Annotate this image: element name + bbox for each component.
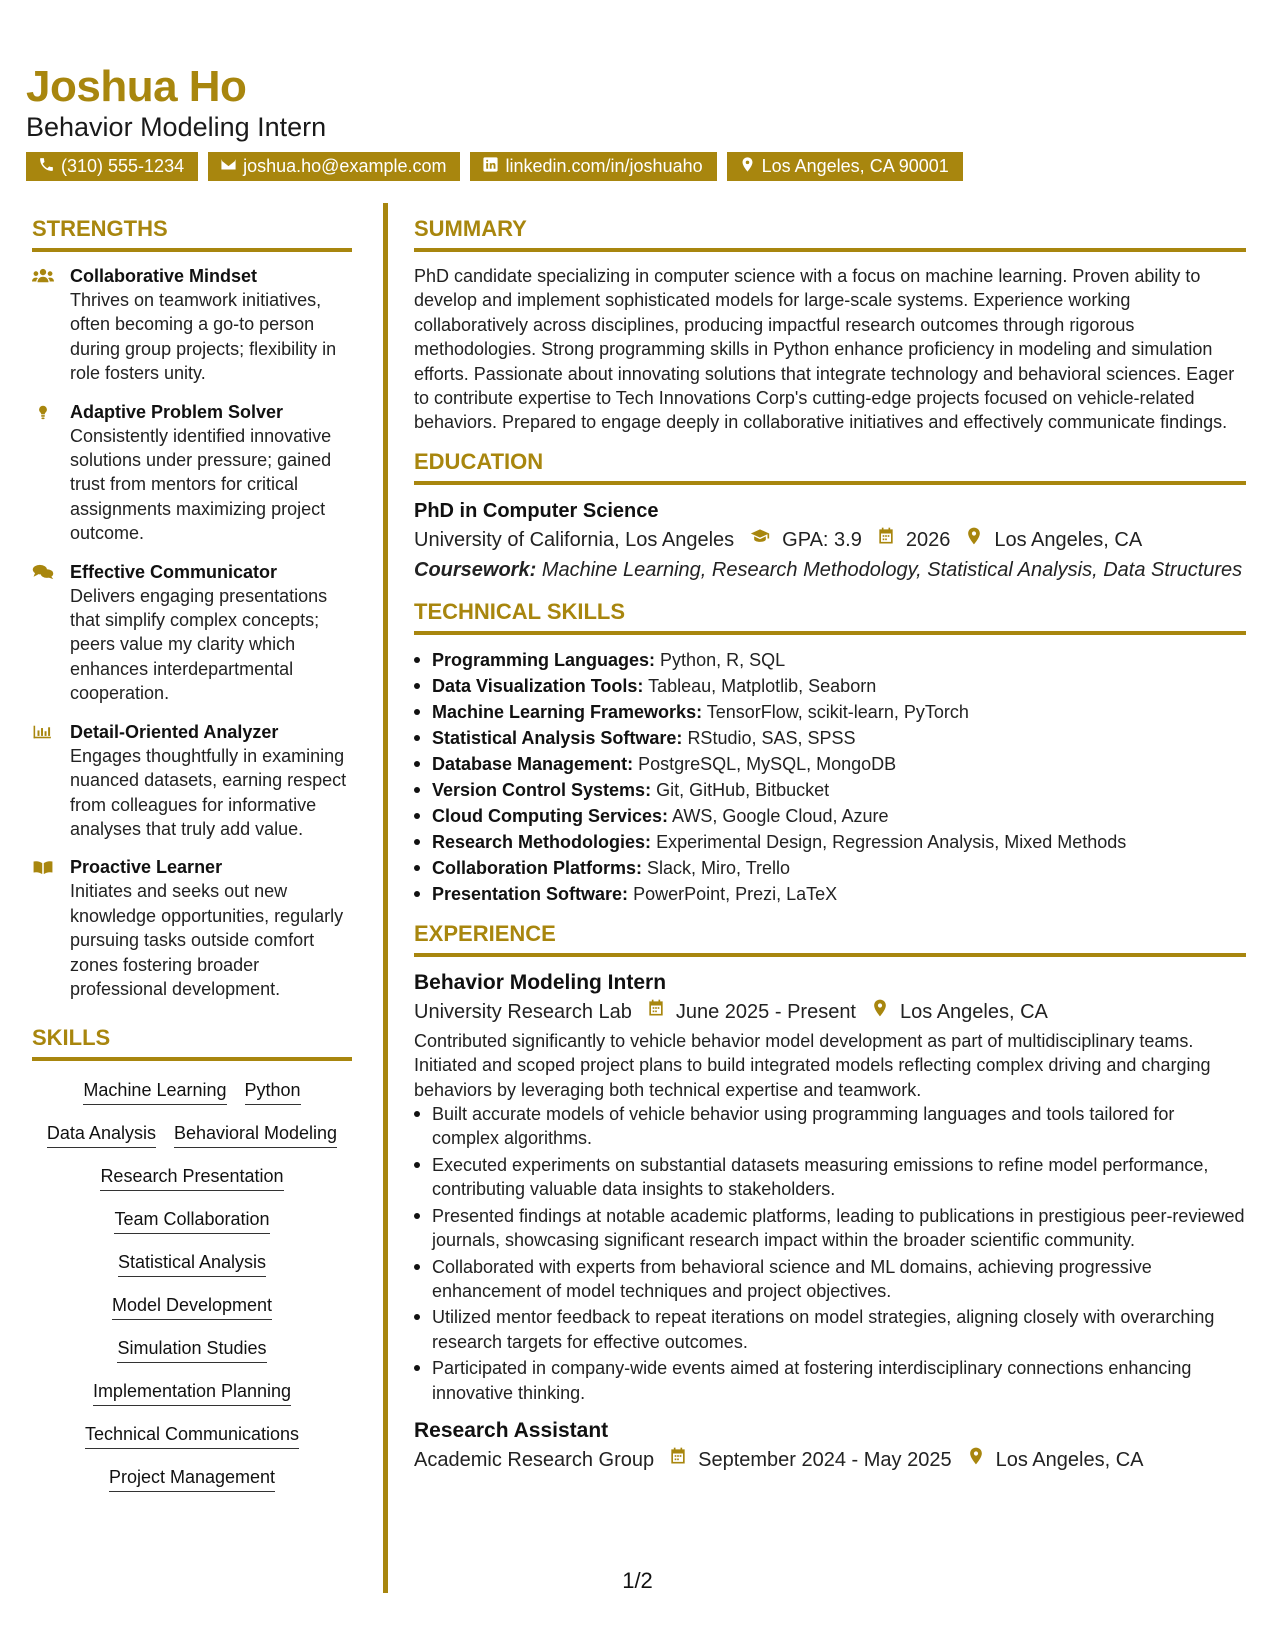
strength-item [32,560,352,706]
skill-tag: Team Collaboration [114,1208,269,1234]
skill-tag: Project Management [109,1466,275,1492]
map-pin-icon [856,997,900,1027]
book-icon [32,855,70,1001]
experience-heading: EXPERIENCE [414,921,1246,957]
strength-desc: Delivers engaging presentations that simplify complex concepts; peers value my clarity which enhances interdepartmental cooperation. [70,585,328,704]
list-item: Participated in company-wide events aimed at fostering interdisciplinary connections enhancing innovative thinking. [414,1356,1246,1405]
job-dates: June 2025 - Present [675,1000,856,1023]
job-summary: Contributed significantly to vehicle behavior model development as part of multidisciplinary teams. Initiated and scoped project plans to build integrated models reflecting complex driving and charging behaviors by leveraging both technical expertise and teamwork. [414,1030,1211,1100]
tech-skill-label: Collaboration Platforms: [432,857,643,878]
candidate-title: Behavior Modeling Intern [26,112,327,142]
skill-tag: Machine Learning [83,1079,226,1105]
envelope-icon [220,156,237,178]
chat-icon [32,560,70,706]
list-item: Utilized mentor feedback to repeat iterations on model strategies, aligning closely with overarching research targets for effective outcomes. [414,1305,1246,1354]
job-location: Los Angeles, CA [995,1448,1144,1471]
tech-skill-label: Version Control Systems: [432,779,652,800]
email-chip[interactable] [208,152,460,181]
tech-skill-value: TensorFlow, scikit-learn, PyTorch [706,701,969,722]
job-location: Los Angeles, CA [900,1000,1048,1023]
tech-skill-label: Presentation Software: [432,883,629,904]
strength-title: Adaptive Problem Solver [70,401,284,422]
skills-list [32,1077,352,1492]
phone-icon [38,156,55,178]
education-location: Los Angeles, CA [994,528,1143,551]
strength-title: Collaborative Mindset [70,266,258,286]
bar-chart-icon [32,720,70,842]
tech-skill-label: Programming Languages: [432,649,656,670]
right-column [414,216,1246,1475]
tech-skill-value: PostgreSQL, MySQL, MongoDB [638,753,897,774]
tech-skill-value: Tableau, Matplotlib, Seaborn [648,675,877,696]
skill-tag: Technical Communications [85,1423,299,1449]
skill-tag: Implementation Planning [93,1380,291,1406]
list-item [414,699,1246,725]
list-item: Collaborated with experts from behavioral science and ML domains, achieving progressive enhancement of model techniques and project objectives. [414,1255,1246,1304]
job-org: University Research Lab [414,1000,632,1023]
list-item [414,647,1246,673]
list-item: Built accurate models of vehicle behavior using programming languages and tools tailored for complex algorithms. [414,1102,1246,1151]
tech-skill-value: RStudio, SAS, SPSS [687,727,856,748]
job-title: Research Assistant [414,1418,609,1442]
graduation-year: 2026 [905,528,951,551]
education-heading: EDUCATION [414,449,1246,485]
skills-heading: SKILLS [32,1025,352,1061]
summary-heading: SUMMARY [414,216,1246,252]
gpa-text: GPA: 3.9 [782,528,862,551]
list-item: Executed experiments on substantial datasets measuring emissions to refine model performance, contributing valuable data insights to stakeholders. [414,1153,1246,1202]
list-item [414,751,1246,777]
skill-tag: Statistical Analysis [118,1251,266,1277]
phone-text: (310) 555-1234 [61,156,185,176]
map-pin-icon [950,525,994,555]
lightbulb-icon [32,400,70,546]
tech-skill-value: Python, R, SQL [660,649,786,670]
linkedin-icon [482,156,499,178]
skill-tag: Simulation Studies [117,1337,266,1363]
coursework-label: Coursework: [414,558,537,581]
strengths-heading: STRENGTHS [32,216,352,252]
map-pin-icon [952,1445,996,1475]
list-item [414,803,1246,829]
strength-title: Proactive Learner [70,857,223,878]
skill-tag: Research Presentation [100,1165,283,1191]
list-item [414,855,1246,881]
calendar-icon [632,997,676,1027]
tech-skill-value: PowerPoint, Prezi, LaTeX [633,883,838,904]
graduation-cap-icon [734,525,782,555]
email-text: joshua.ho@example.com [243,156,447,176]
page-number: 1/2 [622,1568,653,1593]
strength-title: Effective Communicator [70,561,278,582]
tech-skill-value: Git, GitHub, Bitbucket [656,779,830,800]
tech-skill-value: Experimental Design, Regression Analysis, Mixed Methods [656,831,1127,852]
list-item [414,777,1246,803]
strength-desc: Consistently identified innovative solutions under pressure; gained trust from mentors for critical assignments maximizing project outcome. [70,425,332,544]
tech-skill-label: Data Visualization Tools: [432,675,644,696]
tech-skill-value: AWS, Google Cloud, Azure [672,805,889,826]
job-meta [414,1445,1246,1475]
tech-skill-label: Research Methodologies: [432,831,652,852]
left-column [32,216,352,1492]
contact-bar [26,152,963,181]
column-divider [383,203,388,1593]
job-title: Behavior Modeling Intern [414,970,667,994]
strength-desc: Thrives on teamwork initiatives, often becoming a go-to person during group projects; flexibility in role fosters unity. [70,290,337,384]
tech-skill-label: Database Management: [432,753,634,774]
technical-skills-heading: TECHNICAL SKILLS [414,599,1246,635]
skill-tag: Data Analysis [47,1122,156,1148]
strength-item [32,400,352,546]
tech-skill-label: Machine Learning Frameworks: [432,701,703,722]
strength-desc: Engages thoughtfully in examining nuanced datasets, earning respect from colleagues for informative analyses that truly add value. [70,745,347,839]
coursework [414,555,1246,585]
list-item [414,881,1246,907]
map-pin-icon [739,156,756,178]
skill-tag: Behavioral Modeling [174,1122,337,1148]
users-icon [32,264,70,386]
tech-skill-value: Slack, Miro, Trello [647,857,791,878]
location-text: Los Angeles, CA 90001 [761,156,949,176]
strength-desc: Initiates and seeks out new knowledge opportunities, regularly pursuing tasks outside comfort zones fostering broader professional development. [70,881,344,999]
strength-item [32,720,352,842]
strength-item [32,264,352,386]
linkedin-chip[interactable] [470,152,716,181]
strength-title: Detail-Oriented Analyzer [70,721,279,742]
list-item [414,673,1246,699]
list-item [414,725,1246,751]
coursework-list: Machine Learning, Research Methodology, Statistical Analysis, Data Structures [541,558,1243,581]
tech-skill-label: Cloud Computing Services: [432,805,669,826]
linkedin-text: linkedin.com/in/joshuaho [505,156,703,176]
list-item [414,829,1246,855]
strength-item [32,855,352,1001]
calendar-icon [654,1445,698,1475]
job-meta [414,997,1246,1027]
job-bullets [414,1102,1246,1405]
tech-skill-label: Statistical Analysis Software: [432,727,683,748]
job-dates: September 2024 - May 2025 [698,1448,952,1471]
school-name: University of California, Los Angeles [414,528,735,551]
candidate-name: Joshua Ho [26,62,247,111]
degree-title: PhD in Computer Science [414,499,659,522]
education-meta [414,525,1246,555]
calendar-icon [862,525,906,555]
list-item: Presented findings at notable academic platforms, leading to publications in prestigious peer-reviewed journals, showcasing significant research impact within the broader scientific community. [414,1204,1246,1253]
skill-tag: Python [245,1079,301,1105]
phone-chip[interactable] [26,152,198,181]
skill-tag: Model Development [112,1294,272,1320]
location-chip [727,152,963,181]
job-org: Academic Research Group [414,1448,655,1471]
technical-skills-list [414,647,1246,907]
summary-text: PhD candidate specializing in computer science with a focus on machine learning. Proven ability to develop and implement sophisticated models for large-scale systems. Experience working collaboratively across disciplines, producing impactful research outcomes through rigorous methodologies. Strong programming skills in Python enhance proficiency in modeling and simulation efforts. Passionate about innovating solutions that integrate technology and behavioral sciences. Eager to contribute expertise to Tech Innovations Corp's cutting-edge projects focused on vehicle-related behaviors. Prepared to engage deeply in collaborative initiatives and effectively communicate findings. [414,266,1235,433]
